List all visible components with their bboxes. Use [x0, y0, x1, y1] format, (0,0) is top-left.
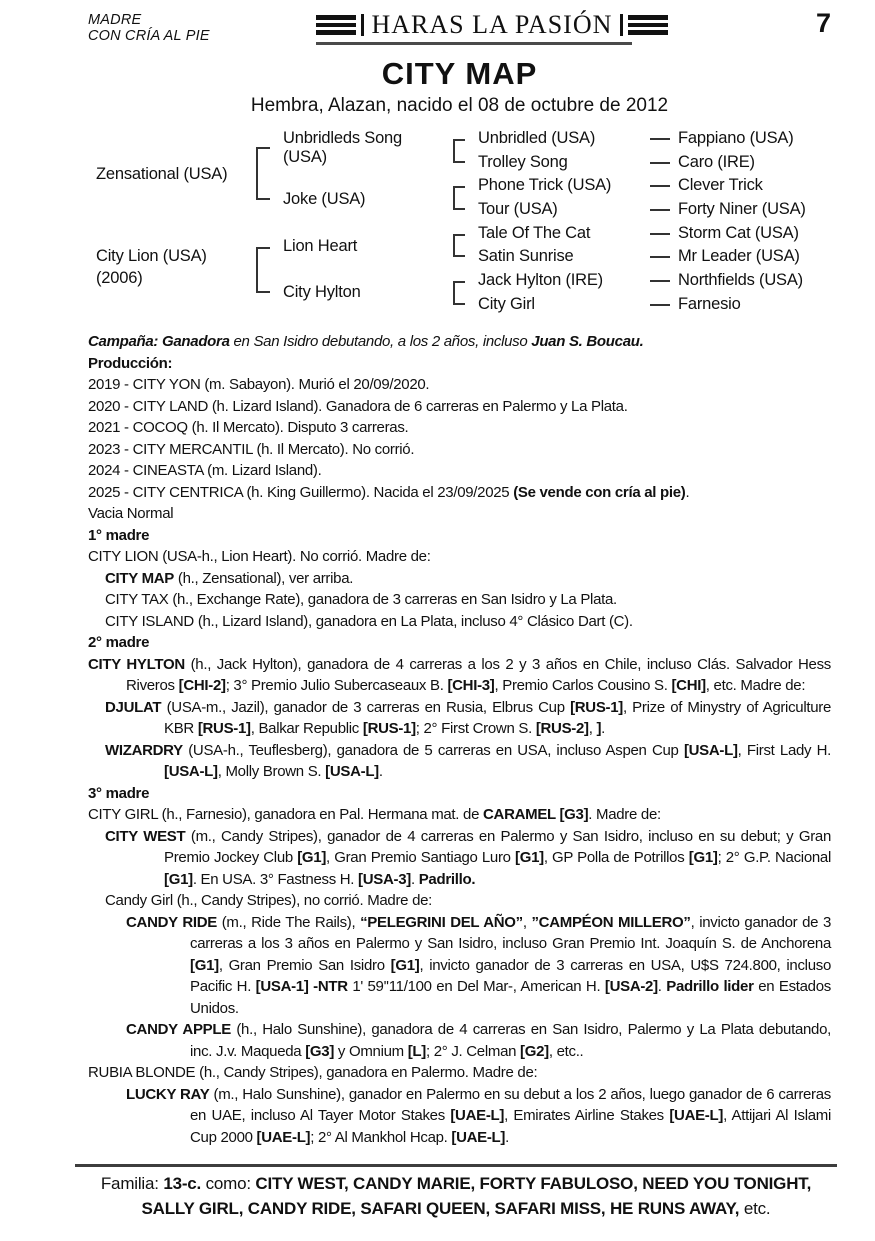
text-segment: , First Lady H.: [737, 741, 831, 759]
text-segment: [RUS-1]: [362, 720, 416, 737]
body-paragraph: [88, 611, 831, 633]
category-label-line2: CON CRÍA AL PIE: [88, 28, 210, 44]
text-segment: [UAE-L]: [451, 1128, 506, 1146]
text-segment: [G3]: [305, 1042, 335, 1060]
text-segment: CITY GIRL (h., Farnesio), ganadora en Pal. Hermana mat. de: [88, 806, 483, 823]
text-segment: [G1]: [688, 849, 718, 866]
pedigree-name-gen3: Trolley Song: [478, 153, 568, 171]
text-segment: [UAE-L]: [256, 1128, 311, 1146]
text-segment: y Omnium: [334, 1042, 408, 1060]
pedigree-name-gen1: City Lion (USA): [96, 247, 207, 265]
horse-subtitle: Hembra, Alazan, nacido el 08 de octubre de 2012: [250, 95, 669, 116]
text-segment: ; 3° Premio Julio Subercaseaux B.: [225, 677, 448, 694]
body-paragraph: [88, 546, 831, 568]
pedigree-name-gen4: Mr Leader (USA): [678, 247, 800, 265]
text-segment: [CHI-2]: [178, 677, 226, 694]
text-segment: , Attijari Al Islami Cup 2000: [190, 1107, 832, 1146]
text-segment: en Estados Unidos.: [190, 978, 831, 1017]
text-segment: CANDY APPLE: [126, 1021, 231, 1038]
text-segment: , etc..: [548, 1042, 584, 1060]
text-segment: CITY WEST,: [255, 1174, 349, 1193]
body-paragraph: [88, 632, 831, 654]
text-segment: [G1]: [390, 956, 420, 974]
text-segment: [USA-2]: [604, 978, 658, 995]
text-segment: 13-c.: [163, 1174, 202, 1193]
pedigree-dash: [650, 162, 670, 164]
pedigree-name-gen4: Clever Trick: [678, 176, 763, 194]
pedigree-name-gen4: Northfields (USA): [678, 271, 803, 289]
body-paragraph: [88, 740, 831, 783]
text-segment: FORTY FABULOSO,: [479, 1174, 638, 1193]
text-segment: , invicto ganador de 3 carreras en USA, U$S 724.800, incluso Pacific H.: [190, 956, 831, 995]
text-segment: ”CAMPÉON MILLERO”: [531, 913, 691, 931]
logo-underline: [316, 42, 632, 45]
text-segment: , Emirates Airline Stakes: [504, 1107, 670, 1124]
text-segment: , Gran Premio San Isidro: [218, 956, 391, 974]
pedigree-bracket: [453, 139, 465, 163]
text-segment: CANDY RIDE: [126, 913, 217, 931]
text-segment: [G1]: [164, 870, 193, 888]
pedigree-name-gen3: Unbridled (USA): [478, 129, 596, 147]
pedigree-name-gen2: Joke (USA): [283, 190, 366, 208]
pedigree-name-gen3: Tale Of The Cat: [478, 224, 591, 242]
pedigree-name-gen1: Zensational (USA): [96, 165, 228, 183]
pedigree-bracket: [256, 247, 270, 293]
text-segment: CANDY MARIE,: [353, 1174, 475, 1193]
text-segment: [USA-L]: [683, 741, 738, 759]
text-segment: 2019 - CITY YON (m. Sabayon). Murió el 20/09/2020.: [88, 376, 430, 393]
text-segment: (m., Halo Sunshine), ganador en Palermo en su debut a los 2 años, luego ganador de 6 carreras en UAE, incluso Al Tayer Motor Stakes: [190, 1085, 831, 1124]
pedigree-dash: [650, 138, 670, 140]
text-segment: Familia:: [100, 1174, 164, 1193]
body-paragraph: [88, 331, 831, 353]
text-segment: (h., Jack Hylton), ganadora de 4 carreras a los 2 y 3 años en Chile, incluso Clás. Salvador Hess Riveros: [126, 655, 832, 694]
text-segment: (h., Halo Sunshine), ganadora de 4 carreras en San Isidro, Palermo y La Plata debutando, inc. J.v. Maqueda: [190, 1021, 832, 1060]
text-segment: . En USA. 3° Fastness H.: [192, 870, 359, 888]
body-paragraph: [88, 804, 831, 826]
body-paragraph: [88, 482, 831, 504]
page-footer: [75, 1164, 837, 1221]
text-segment: [CHI]: [671, 677, 706, 694]
text-segment: , Gran Premio Santiago Luro: [326, 849, 516, 866]
logo-vertical-bar-left: [361, 14, 364, 36]
text-segment: (Se vende con cría al pie): [513, 483, 686, 501]
text-segment: [G1]: [190, 956, 219, 974]
text-segment: 2024 - CINEASTA (m. Lizard Island).: [88, 462, 322, 479]
text-segment: (m., Candy Stripes), ganador de 4 carreras en Palermo y San Isidro, incluso en su debut; y Gran Premio Jockey Club: [164, 827, 831, 866]
text-segment: Producción:: [88, 354, 173, 372]
text-segment: , invicto ganador de 3 carreras a los 3 años en Palermo y San Isidro, incluso Gran Premio Int. Joaquín S. de Anchorena: [190, 913, 831, 952]
text-segment: [UAE-L]: [669, 1107, 724, 1124]
text-segment: DJULAT: [105, 698, 162, 716]
text-segment: RUBIA BLONDE (h., Candy Stripes), ganadora en Palermo. Madre de:: [88, 1064, 538, 1081]
text-segment: . Madre de:: [588, 806, 661, 823]
text-segment: , etc. Madre de:: [705, 677, 806, 694]
text-segment: [USA-L]: [325, 763, 379, 780]
horse-name-title: CITY MAP: [381, 56, 538, 91]
category-label: [88, 12, 210, 44]
pedigree-dash: [650, 280, 670, 282]
category-label-line1: MADRE: [88, 12, 142, 28]
pedigree-name-gen4: Storm Cat (USA): [678, 224, 799, 242]
text-segment: CITY ISLAND (h., Lizard Island), ganadora en La Plata, incluso 4° Clásico Dart (C).: [105, 612, 633, 630]
text-segment: CITY MAP: [105, 569, 174, 587]
body-paragraph: [88, 460, 831, 482]
text-segment: [CHI-3]: [447, 677, 495, 694]
text-segment: CITY TAX (h., Exchange Rate), ganadora de 3 carreras en San Isidro y La Plata.: [105, 591, 617, 608]
haras-logo: [316, 10, 668, 40]
text-segment: CITY WEST: [105, 827, 186, 845]
text-segment: 1' 59''11/100 en Del Mar-, American H.: [347, 978, 605, 995]
pedigree-text-body: [88, 331, 831, 1148]
pedigree-name-gen3: City Girl: [478, 295, 535, 313]
text-segment: .: [657, 978, 667, 995]
pedigree-name-gen2: City Hylton: [283, 283, 361, 301]
text-segment: ; 2° First Crown S.: [415, 720, 536, 737]
text-segment: , Balkar Republic: [250, 720, 363, 737]
text-segment: Vacia Normal: [88, 505, 174, 522]
text-segment: ; 2° J. Celman: [425, 1042, 521, 1060]
pedigree-name-gen4: Farnesio: [678, 295, 741, 313]
body-paragraph: [88, 890, 831, 912]
text-segment: 2020 - CITY LAND (h. Lizard Island). Ganadora de 6 carreras en Palermo y La Plata.: [88, 397, 628, 415]
text-segment: .: [685, 483, 690, 501]
pedigree-bracket: [453, 186, 465, 210]
text-segment: [RUS-1]: [197, 720, 251, 737]
body-paragraph: [88, 654, 831, 697]
page-number: 7: [815, 8, 831, 38]
text-segment: ,: [522, 913, 532, 931]
pedigree-name-gen4: Fappiano (USA): [678, 129, 794, 147]
body-paragraph: [88, 374, 831, 396]
body-paragraph: [88, 1062, 831, 1084]
pedigree-name-gen3: Phone Trick (USA): [478, 176, 612, 194]
body-paragraph: [88, 697, 831, 740]
text-segment: CANDY RIDE,: [247, 1199, 356, 1218]
body-paragraph: [88, 417, 831, 439]
pedigree-name-gen3: Tour (USA): [478, 200, 558, 218]
text-segment: [G2]: [520, 1042, 549, 1060]
text-segment: [G1]: [297, 849, 327, 866]
text-segment: SALLY GIRL,: [141, 1199, 244, 1218]
text-segment: , Premio Carlos Cousino S.: [494, 677, 672, 694]
text-segment: Padrillo.: [418, 870, 476, 888]
text-segment: 1° madre: [88, 526, 150, 544]
text-segment: (h., Zensational), ver arriba.: [174, 569, 354, 587]
text-segment: Campaña:: [88, 333, 162, 350]
pedigree-name-gen2: Unbridleds Song (USA): [283, 129, 402, 166]
text-segment: .: [505, 1128, 509, 1146]
pedigree-dash: [650, 209, 670, 211]
body-paragraph: [88, 525, 831, 547]
text-segment: 2° madre: [88, 634, 150, 651]
text-segment: , GP Polla de Potrillos: [543, 849, 689, 866]
text-segment: SAFARI MISS,: [494, 1199, 606, 1218]
body-paragraph: [88, 396, 831, 418]
text-segment: 2025 - CITY CENTRICA (h. King Guillermo). Nacida el 23/09/2025: [88, 483, 514, 501]
text-segment: ; 2° G.P. Nacional: [717, 849, 831, 866]
pedigree-bracket: [453, 234, 465, 257]
body-paragraph: [88, 353, 831, 375]
pedigree-name-gen1-sub: (2006): [96, 269, 143, 287]
text-segment: etc.: [739, 1199, 771, 1218]
text-segment: ,: [588, 720, 597, 737]
text-segment: .: [410, 870, 419, 888]
text-segment: [G1]: [515, 849, 544, 866]
pedigree-name-gen3: Satin Sunrise: [478, 247, 574, 265]
pedigree-bracket: [256, 147, 270, 200]
body-paragraph: [88, 439, 831, 461]
body-paragraph: [88, 912, 831, 1020]
text-segment: Padrillo lider: [666, 978, 754, 995]
text-segment: LUCKY RAY: [126, 1085, 210, 1103]
pedigree-name-gen4: Caro (IRE): [678, 153, 755, 171]
text-segment: .: [378, 763, 383, 780]
text-segment: Juan S. Boucau.: [531, 333, 644, 350]
text-segment: SAFARI QUEEN,: [360, 1199, 490, 1218]
text-segment: HE RUNS AWAY,: [609, 1199, 740, 1218]
text-segment: CITY HYLTON: [88, 655, 185, 673]
text-segment: , Prize of Minystry of Agriculture KBR: [164, 698, 832, 737]
text-segment: [L]: [407, 1042, 426, 1060]
logo-text: HARAS LA PASIÓN: [371, 10, 613, 39]
body-paragraph: [88, 503, 831, 525]
family-line: [75, 1171, 837, 1221]
text-segment: ]: [596, 720, 602, 737]
pedigree-dash: [650, 256, 670, 258]
text-segment: Candy Girl (h., Candy Stripes), no corrió. Madre de:: [105, 892, 433, 909]
text-segment: [USA-L]: [164, 763, 218, 780]
pedigree-tree: [88, 125, 831, 323]
pedigree-name-gen4: Forty Niner (USA): [678, 200, 806, 218]
text-segment: ; 2° Al Mankhol Hcap.: [310, 1128, 452, 1146]
text-segment: [UAE-L]: [450, 1107, 505, 1124]
pedigree-dash: [650, 233, 670, 235]
pedigree-dash: [650, 185, 670, 187]
text-segment: CITY LION (USA-h., Lion Heart). No corrió. Madre de:: [88, 548, 431, 565]
body-paragraph: [88, 1019, 831, 1062]
body-paragraph: [88, 1084, 831, 1149]
text-segment: [USA-1] -NTR: [255, 978, 348, 995]
pedigree-name-gen2: Lion Heart: [283, 237, 358, 255]
body-paragraph: [88, 589, 831, 611]
text-segment: Ganadora: [162, 333, 234, 350]
text-segment: [RUS-1]: [570, 698, 623, 716]
footer-rule: [75, 1164, 837, 1167]
text-segment: (USA-h., Teuflesberg), ganadora de 5 carreras en USA, incluso Aspen Cup: [182, 741, 684, 759]
text-segment: [RUS-2]: [535, 720, 589, 737]
text-segment: (USA-m., Jazil), ganador de 3 carreras en Rusia, Elbrus Cup: [161, 698, 571, 716]
pedigree-name-gen3: Jack Hylton (IRE): [478, 271, 603, 289]
logo-bars-right-icon: [628, 15, 668, 35]
text-segment: en San Isidro debutando, a los 2 años, incluso: [233, 333, 532, 350]
text-segment: CARAMEL [G3]: [483, 806, 589, 823]
body-paragraph: [88, 826, 831, 891]
text-segment: “PELEGRINI DEL AÑO”: [360, 913, 523, 931]
body-paragraph: [88, 783, 831, 805]
text-segment: 2023 - CITY MERCANTIL (h. Il Mercato). No corrió.: [88, 440, 415, 458]
text-segment: NEED YOU TONIGHT,: [642, 1174, 812, 1193]
text-segment: 3° madre: [88, 784, 150, 802]
text-segment: como:: [201, 1174, 256, 1193]
text-segment: [USA-3]: [358, 870, 411, 888]
logo-vertical-bar-right: [620, 14, 623, 36]
pedigree-dash: [650, 304, 670, 306]
text-segment: WIZARDRY: [105, 741, 183, 759]
text-segment: .: [601, 720, 606, 737]
page-header: [88, 0, 831, 48]
text-segment: 2021 - COCOQ (h. Il Mercato). Disputo 3 carreras.: [88, 419, 409, 436]
text-segment: (m., Ride The Rails),: [216, 913, 361, 931]
body-paragraph: [88, 568, 831, 590]
logo-bars-left-icon: [316, 15, 356, 35]
text-segment: , Molly Brown S.: [217, 763, 326, 780]
pedigree-bracket: [453, 281, 465, 305]
